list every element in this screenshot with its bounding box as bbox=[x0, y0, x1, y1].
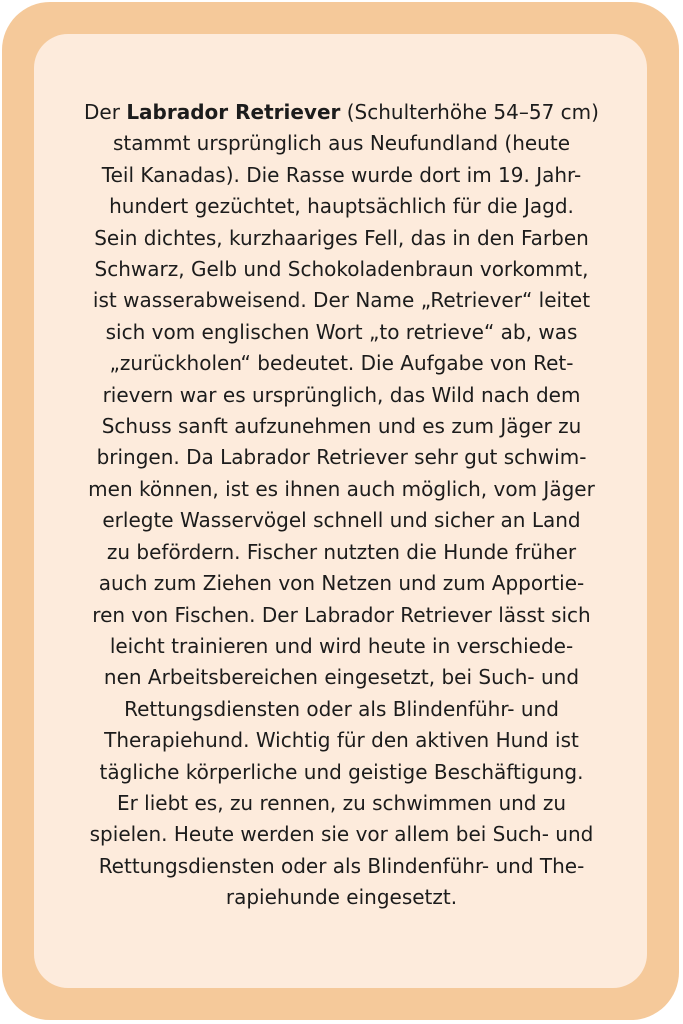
breed-name-bold: Labrador Retriever bbox=[126, 100, 341, 124]
text-line: rapiehunde eingesetzt. bbox=[225, 885, 458, 910]
text-fragment: (Schulterhöhe 54–57 cm) bbox=[340, 100, 599, 124]
text-line: Schuss sanft aufzunehmen und es zum Jäger zu bbox=[101, 414, 582, 439]
text-line: hundert gezüchtet, hauptsächlich für die Jagd. bbox=[109, 194, 574, 219]
text-line: Schwarz, Gelb und Schokoladenbraun vorkommt, bbox=[94, 257, 589, 282]
text-line: Rettungsdiensten oder als Blindenführ- und bbox=[124, 696, 559, 721]
text-line: ren von Fischen. Der Labrador Retriever lässt sich bbox=[92, 602, 591, 627]
text-line: rievern war es ursprünglich, das Wild nach dem bbox=[102, 382, 581, 407]
text-line bbox=[58, 97, 625, 128]
text-line: ist wasserabweisend. Der Name „Retriever“ leitet bbox=[92, 288, 591, 313]
text-line: zu befördern. Fischer nutzten die Hunde früher bbox=[106, 539, 577, 564]
text-line: men können, ist es ihnen auch möglich, vom Jäger bbox=[88, 476, 595, 501]
text-line: spielen. Heute werden sie vor allem bei Such- und bbox=[89, 822, 594, 847]
text-line: bringen. Da Labrador Retriever sehr gut schwim- bbox=[96, 445, 587, 470]
text-line: Therapiehund. Wichtig für den aktiven Hund ist bbox=[104, 728, 579, 753]
text-line: erlegte Wasservögel schnell und sicher an Land bbox=[102, 508, 581, 533]
text-line: nen Arbeitsbereichen eingesetzt, bei Such- und bbox=[103, 665, 580, 690]
text-line: Sein dichtes, kurzhaariges Fell, das in den Farben bbox=[94, 225, 589, 250]
card-text bbox=[58, 97, 625, 914]
text-line: stammt ursprünglich aus Neufundland (heute bbox=[113, 131, 570, 156]
text-line: tägliche körperliche und geistige Beschäftigung. bbox=[99, 759, 584, 784]
text-line: Teil Kanadas). Die Rasse wurde dort im 19. Jahr- bbox=[101, 162, 582, 187]
text-line: auch zum Ziehen von Netzen und zum Apportie- bbox=[98, 571, 585, 596]
text-line: Er liebt es, zu rennen, zu schwimmen und zu bbox=[116, 790, 567, 815]
text-line: „zurückholen“ bedeutet. Die Aufgabe von Ret- bbox=[109, 351, 574, 376]
text-fragment: Der bbox=[84, 100, 127, 124]
text-line: Rettungsdiensten oder als Blindenführ- und The- bbox=[98, 853, 585, 878]
text-line: leicht trainieren und wird heute in verschiede- bbox=[109, 633, 574, 658]
text-line: sich vom englischen Wort „to retrieve“ ab, was bbox=[105, 319, 578, 344]
